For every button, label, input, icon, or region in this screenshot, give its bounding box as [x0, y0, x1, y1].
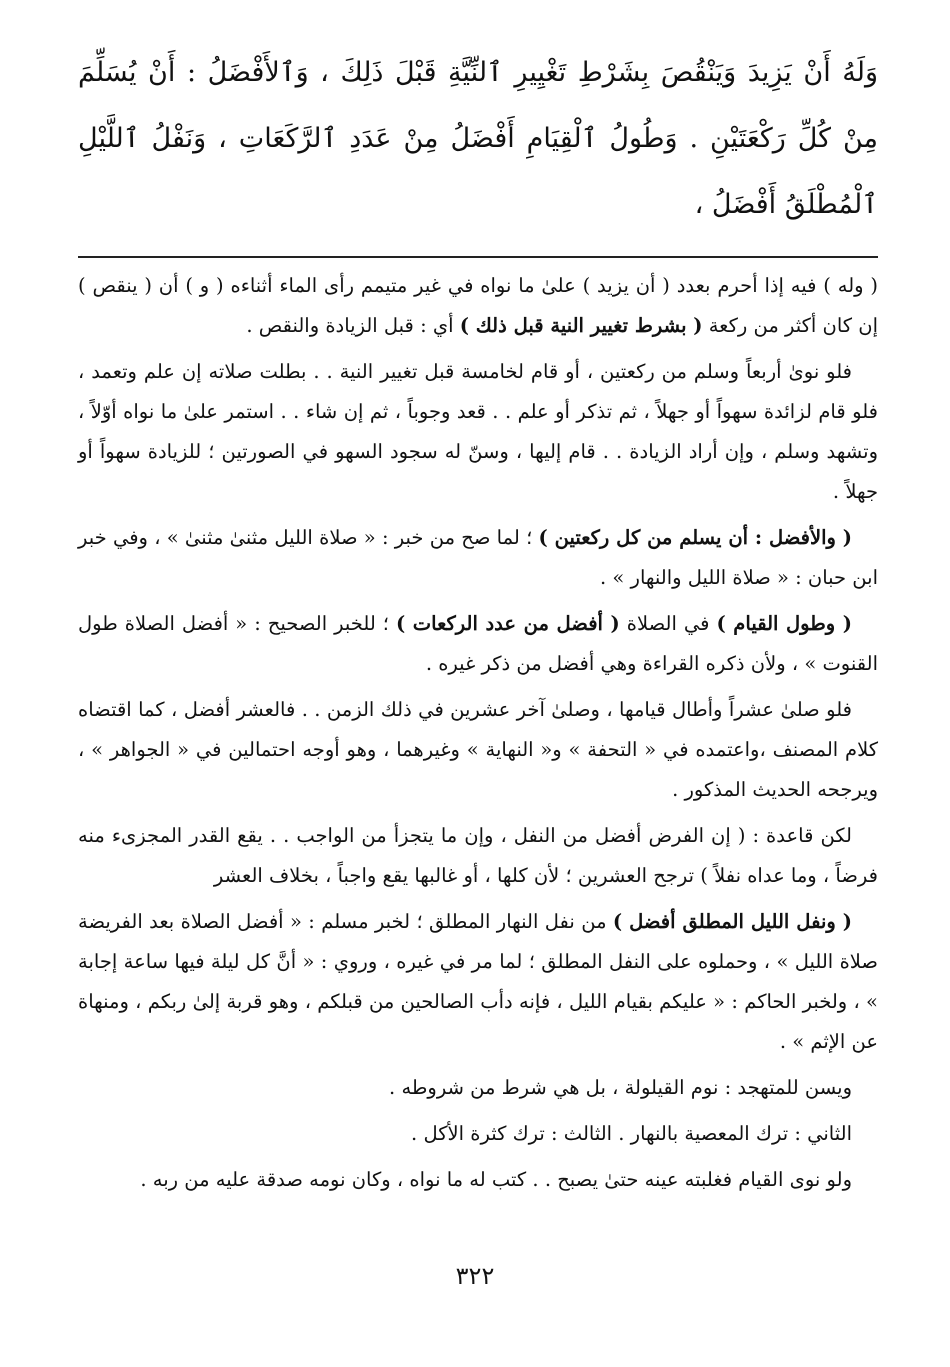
commentary-paragraph-9: الثاني : ترك المعصية بالنهار . الثالث : ترك كثرة الأكل . — [411, 1122, 852, 1145]
commentary-paragraph-1 — [78, 266, 878, 346]
commentary-paragraph-5: فلو صلىٰ عشراً وأطال قيامها ، وصلىٰ آخر عشرين في ذلك الزمن . . فالعشر أفضل ، كما اقتضاه كلام المصنف ،واعتمده في « التحفة » و« النهاية » وغيرهما ، وهو أوجه احتمالين في « الجواهر » ، ويرجحه الحديث المذكور . — [78, 698, 878, 801]
matn-quote: ( أفضل من عدد الركعات ) — [395, 612, 620, 635]
commentary-paragraph-10: ولو نوى القيام فغلبته عينه حتىٰ يصبح . . كتب له ما نواه ، وكان نومه صدقة عليه من ربه . — [140, 1168, 852, 1191]
page-number: ٣٢٢ — [455, 1262, 495, 1290]
commentary-paragraph-3 — [78, 518, 878, 598]
commentary-text: في الصلاة — [619, 612, 717, 635]
commentary-text: ( وله ) فيه إذا أحرم بعدد ( أن يزيد ) علىٰ ما نواه في غير متيمم رأى الماء أثناءه ( و ) أن ( ينقص ) إن كان أكثر من ركعة — [78, 274, 878, 337]
commentary-paragraph-8: ويسن للمتهجد : نوم القيلولة ، بل هي شرط من شروطه . — [389, 1076, 852, 1099]
separator-line — [78, 256, 878, 258]
matn-quote: ( بشرط تغيير النية قبل ذلك ) — [459, 314, 703, 337]
book-page — [78, 40, 878, 1367]
matn-text: وَلَهُ أَنْ يَزِيدَ وَيَنْقُصَ بِشَرْطِ تَغْيِيرِ ٱلنِّيَّةِ قَبْلَ ذَلِكَ ، وَٱلأَفْضَلُ : أَنْ يُسَلِّمَ مِنْ كُلِّ رَكْعَتَيْنِ . وَطُولُ ٱلْقِيَامِ أَفْضَلُ مِنْ عَدَدِ ٱلرَّكَعَاتِ ، وَنَفْلُ ٱللَّيْلِ ٱلْمُطْلَقُ أَفْضَلُ ، — [78, 57, 878, 220]
commentary-text: أي : قبل الزيادة والنقص . — [246, 314, 460, 337]
commentary-text: من نفل النهار المطلق ؛ لخبر مسلم : « أفضل الصلاة بعد الفريضة صلاة الليل » ، وحملوه على النفل المطلق ؛ لما مر في غيره ، وروي : « أنَّ كل ليلة فيها ساعة إجابة » ، ولخبر الحاكم : « عليكم بقيام الليل ، فإنه دأب الصالحين من قبلكم ، وهو قربة إلىٰ ربكم ، ومنهاة عن الإثم » . — [78, 910, 878, 1053]
matn-quote: ( والأفضل : أن يسلم من كل ركعتين ) — [538, 526, 852, 549]
commentary-paragraph-6: لكن قاعدة : ( إن الفرض أفضل من النفل ، وإن ما يتجزأ من الواجب . . يقع القدر المجزىء منه فرضاً ، وما عداه نفلاً ) ترجح العشرين ؛ لأن كلها ، أو غالبها يقع واجباً ، بخلاف العشر — [78, 824, 878, 887]
commentary-paragraph-4 — [78, 604, 878, 684]
matn-quote: ( ونفل الليل المطلق أفضل ) — [612, 910, 852, 933]
commentary-paragraph-7 — [78, 902, 878, 1062]
commentary-paragraph-2: فلو نوىٰ أربعاً وسلم من ركعتين ، أو قام لخامسة قبل تغيير النية . . بطلت صلاته إن علم وتعمد ، فلو قام لزائدة سهواً أو جهلاً ، ثم تذكر أو علم . . قعد وجوباً ، ثم إن شاء . . استمر علىٰ ما نواه أوّلاً ، وتشهد وسلم ، وإن أراد الزيادة . . قام إليها ، وسنّ له سجود السهو في الصورتين ؛ للزيادة سهواً أو جهلاً . — [78, 360, 878, 503]
commentary-text: ؛ لما صح من خبر : « صلاة الليل مثنىٰ مثنىٰ » ، وفي خبر ابن حبان : « صلاة الليل والنهار » . — [78, 526, 878, 589]
matn-quote: ( وطول القيام ) — [716, 612, 853, 635]
commentary-text: ؛ للخبر الصحيح : « أفضل الصلاة طول القنوت » ، ولأن ذكره القراءة وهي أفضل من ذكر غيره . — [78, 612, 878, 675]
